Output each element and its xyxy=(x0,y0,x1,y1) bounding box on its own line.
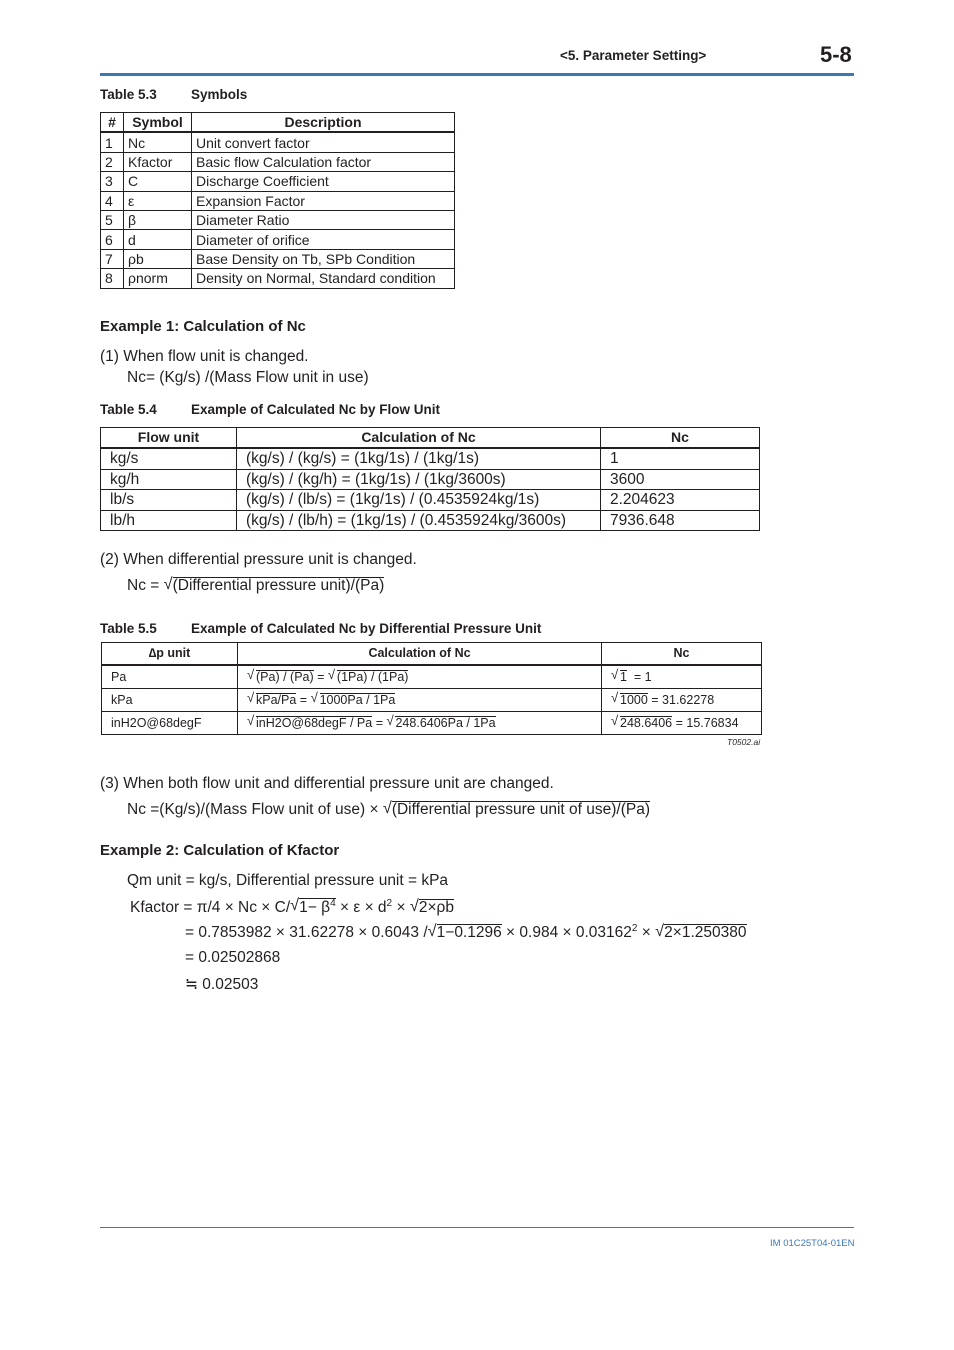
sqrt-expression xyxy=(247,689,296,711)
table-cell xyxy=(238,689,602,712)
symbols-table xyxy=(100,112,455,289)
sqrt-expression xyxy=(611,712,672,734)
table-cell: lb/h xyxy=(101,510,237,531)
table-cell xyxy=(602,712,762,735)
radicand xyxy=(299,898,336,916)
table-cell: Basic flow Calculation factor xyxy=(192,152,455,171)
radicand: (Differential pressure unit)/(Pa) xyxy=(172,577,385,594)
table-cell: 7936.648 xyxy=(601,510,760,531)
example1-heading: Example 1: Calculation of Nc xyxy=(100,318,306,335)
table-row xyxy=(101,230,455,249)
table-cell: 1 xyxy=(101,132,124,152)
exponent: 4 xyxy=(330,898,336,909)
table-cell: 2 xyxy=(101,152,124,171)
radicand: 2×1.250380 xyxy=(664,924,747,942)
table-header-row xyxy=(101,428,760,449)
formula-part: × xyxy=(392,899,410,917)
table-cell: 1 xyxy=(601,448,760,469)
page-number: 5-8 xyxy=(820,42,852,67)
figure-file-tag: T0502.ai xyxy=(727,737,761,747)
table-cell: lb/s xyxy=(101,490,237,511)
formula-part: × xyxy=(637,924,656,942)
table-cell xyxy=(238,712,602,735)
table-caption xyxy=(100,402,440,417)
footer-rule xyxy=(100,1227,854,1228)
table-header-row xyxy=(102,643,762,666)
table-cell: Diameter Ratio xyxy=(192,210,455,229)
exponent: 2 xyxy=(631,923,638,934)
table-row xyxy=(101,210,455,229)
equals: = xyxy=(296,693,311,707)
table-row xyxy=(101,269,455,288)
caption-number: Table 5.4 xyxy=(100,402,157,417)
formula-part: = 0.7853982 × 31.62278 × 0.6043 / xyxy=(185,924,428,942)
table-row xyxy=(101,191,455,210)
table-cell: Unit convert factor xyxy=(192,132,455,152)
kfactor-result: = 0.02502868 xyxy=(185,949,281,966)
table-row xyxy=(101,249,455,268)
formula-part: × 0.984 × 0.03162 xyxy=(501,924,632,942)
table-cell: Discharge Coefficient xyxy=(192,172,455,191)
table-cell: 5 xyxy=(101,210,124,229)
radicand: inH2O@68degF / Pa xyxy=(256,716,373,730)
formula-prefix: Nc = xyxy=(127,577,164,594)
sqrt-expression xyxy=(428,924,502,942)
table-row xyxy=(101,510,760,531)
radicand: (1Pa) / (1Pa) xyxy=(336,670,409,684)
radicand: 1000 xyxy=(620,693,648,707)
table-cell: ρnorm xyxy=(124,269,192,288)
exponent: 2 xyxy=(386,898,393,909)
sqrt-expression xyxy=(311,689,396,711)
example1-item3: (3) When both flow unit and differential pressure unit are changed. xyxy=(100,775,554,792)
sqrt-expression xyxy=(247,666,314,688)
table-cell: 7 xyxy=(101,249,124,268)
radicand: 1−0.1296 xyxy=(436,924,502,942)
table-row xyxy=(102,712,762,735)
sqrt-expression xyxy=(386,712,495,734)
table-row xyxy=(101,172,455,191)
table-header-row xyxy=(101,113,455,133)
table-cell: kg/h xyxy=(101,469,237,490)
caption-title: Example of Calculated Nc by Flow Unit xyxy=(191,402,441,417)
formula-prefix: Nc =(Kg/s)/(Mass Flow unit of use) × xyxy=(127,801,383,818)
equals: = xyxy=(313,670,328,684)
radicand: 248.6406 xyxy=(620,716,673,730)
column-header: Flow unit xyxy=(101,428,237,449)
flow-unit-table xyxy=(100,427,760,531)
table-row xyxy=(102,689,762,712)
caption-number: Table 5.5 xyxy=(100,621,157,636)
table-cell: 3 xyxy=(101,172,124,191)
caption-title: Symbols xyxy=(191,87,248,102)
table-caption xyxy=(100,87,247,102)
radicand: 2×ρb xyxy=(418,899,454,917)
table-cell: Expansion Factor xyxy=(192,191,455,210)
example1-item1: (1) When flow unit is changed. xyxy=(100,348,309,365)
sqrt-expression xyxy=(655,924,746,942)
column-header: Calculation of Nc xyxy=(237,428,601,449)
table-cell: (kg/s) / (kg/s) = (1kg/1s) / (1kg/1s) xyxy=(237,448,601,469)
pressure-unit-table xyxy=(101,642,762,735)
table-cell: ρb xyxy=(124,249,192,268)
kfactor-substitution xyxy=(185,923,747,942)
result: = 15.76834 xyxy=(672,716,739,730)
table-cell: 8 xyxy=(101,269,124,288)
example1-item2-formula xyxy=(127,577,384,595)
radicand: (Differential pressure unit of use)/(Pa) xyxy=(391,801,650,818)
table-cell xyxy=(602,665,762,689)
sqrt-expression xyxy=(164,577,385,595)
example1-item2: (2) When differential pressure unit is changed. xyxy=(100,551,417,568)
column-header: Nc xyxy=(602,643,762,666)
formula-part: Kfactor = π/4 × Nc × C/ xyxy=(130,899,291,917)
column-header: Symbol xyxy=(124,113,192,133)
table-cell: β xyxy=(124,210,192,229)
table-cell: inH2O@68degF xyxy=(102,712,238,735)
document-id: IM 01C25T04-01EN xyxy=(770,1238,855,1249)
table-cell: Base Density on Tb, SPb Condition xyxy=(192,249,455,268)
example1-item1-formula: Nc= (Kg/s) /(Mass Flow unit in use) xyxy=(127,369,369,386)
sqrt-expression xyxy=(611,666,627,688)
sqrt-expression xyxy=(611,689,648,711)
table-cell: 3600 xyxy=(601,469,760,490)
caption-title: Example of Calculated Nc by Differential Pressure Unit xyxy=(191,621,542,636)
radicand: 1000Pa / 1Pa xyxy=(319,693,396,707)
caption-number: Table 5.3 xyxy=(100,87,157,102)
table-cell: Kfactor xyxy=(124,152,192,171)
sqrt-expression xyxy=(290,898,336,917)
column-header: Description xyxy=(192,113,455,133)
table-cell: C xyxy=(124,172,192,191)
example2-heading: Example 2: Calculation of Kfactor xyxy=(100,842,340,859)
table-cell: 6 xyxy=(101,230,124,249)
table-row xyxy=(101,448,760,469)
table-cell: d xyxy=(124,230,192,249)
table-cell: (kg/s) / (lb/h) = (1kg/1s) / (0.4535924kg/3600s) xyxy=(237,510,601,531)
table-row xyxy=(101,490,760,511)
table-cell: kg/s xyxy=(101,448,237,469)
column-header: ∆p unit xyxy=(102,643,238,666)
table-cell: Nc xyxy=(124,132,192,152)
column-header: # xyxy=(101,113,124,133)
radicand: kPa/Pa xyxy=(256,693,297,707)
result: = 1 xyxy=(626,670,652,684)
sqrt-expression xyxy=(383,801,650,819)
table-cell: 4 xyxy=(101,191,124,210)
table-cell: kPa xyxy=(102,689,238,712)
table-row xyxy=(101,132,455,152)
table-caption xyxy=(100,621,541,636)
table-cell: 2.204623 xyxy=(601,490,760,511)
equals: = xyxy=(372,716,387,730)
table-cell: (kg/s) / (kg/h) = (1kg/1s) / (1kg/3600s) xyxy=(237,469,601,490)
table-cell xyxy=(238,665,602,689)
table-cell: Density on Normal, Standard condition xyxy=(192,269,455,288)
table-cell xyxy=(602,689,762,712)
radicand: (Pa) / (Pa) xyxy=(256,670,314,684)
kfactor-formula xyxy=(130,898,454,917)
table-row xyxy=(101,469,760,490)
result: = 31.62278 xyxy=(647,693,715,707)
table-row xyxy=(101,152,455,171)
sqrt-expression xyxy=(328,666,409,688)
radicand: 1 xyxy=(620,670,627,684)
table-cell: Pa xyxy=(102,665,238,689)
example1-item3-formula xyxy=(127,801,650,819)
table-row xyxy=(102,665,762,689)
table-cell: Diameter of orifice xyxy=(192,230,455,249)
section-header: <5. Parameter Setting> xyxy=(560,48,707,63)
sqrt-expression xyxy=(247,712,372,734)
radicand: 248.6406Pa / 1Pa xyxy=(395,716,496,730)
radicand-text: 1− β xyxy=(299,899,331,917)
header-rule xyxy=(100,73,854,76)
table-cell: (kg/s) / (lb/s) = (1kg/1s) / (0.4535924kg/1s) xyxy=(237,490,601,511)
kfactor-rounded: ≒ 0.02503 xyxy=(185,976,259,993)
column-header: Calculation of Nc xyxy=(238,643,602,666)
column-header: Nc xyxy=(601,428,760,449)
example2-conditions: Qm unit = kg/s, Differential pressure unit = kPa xyxy=(127,872,449,889)
table-cell: ε xyxy=(124,191,192,210)
sqrt-expression xyxy=(410,899,454,917)
formula-part: × ε × d xyxy=(335,899,387,917)
